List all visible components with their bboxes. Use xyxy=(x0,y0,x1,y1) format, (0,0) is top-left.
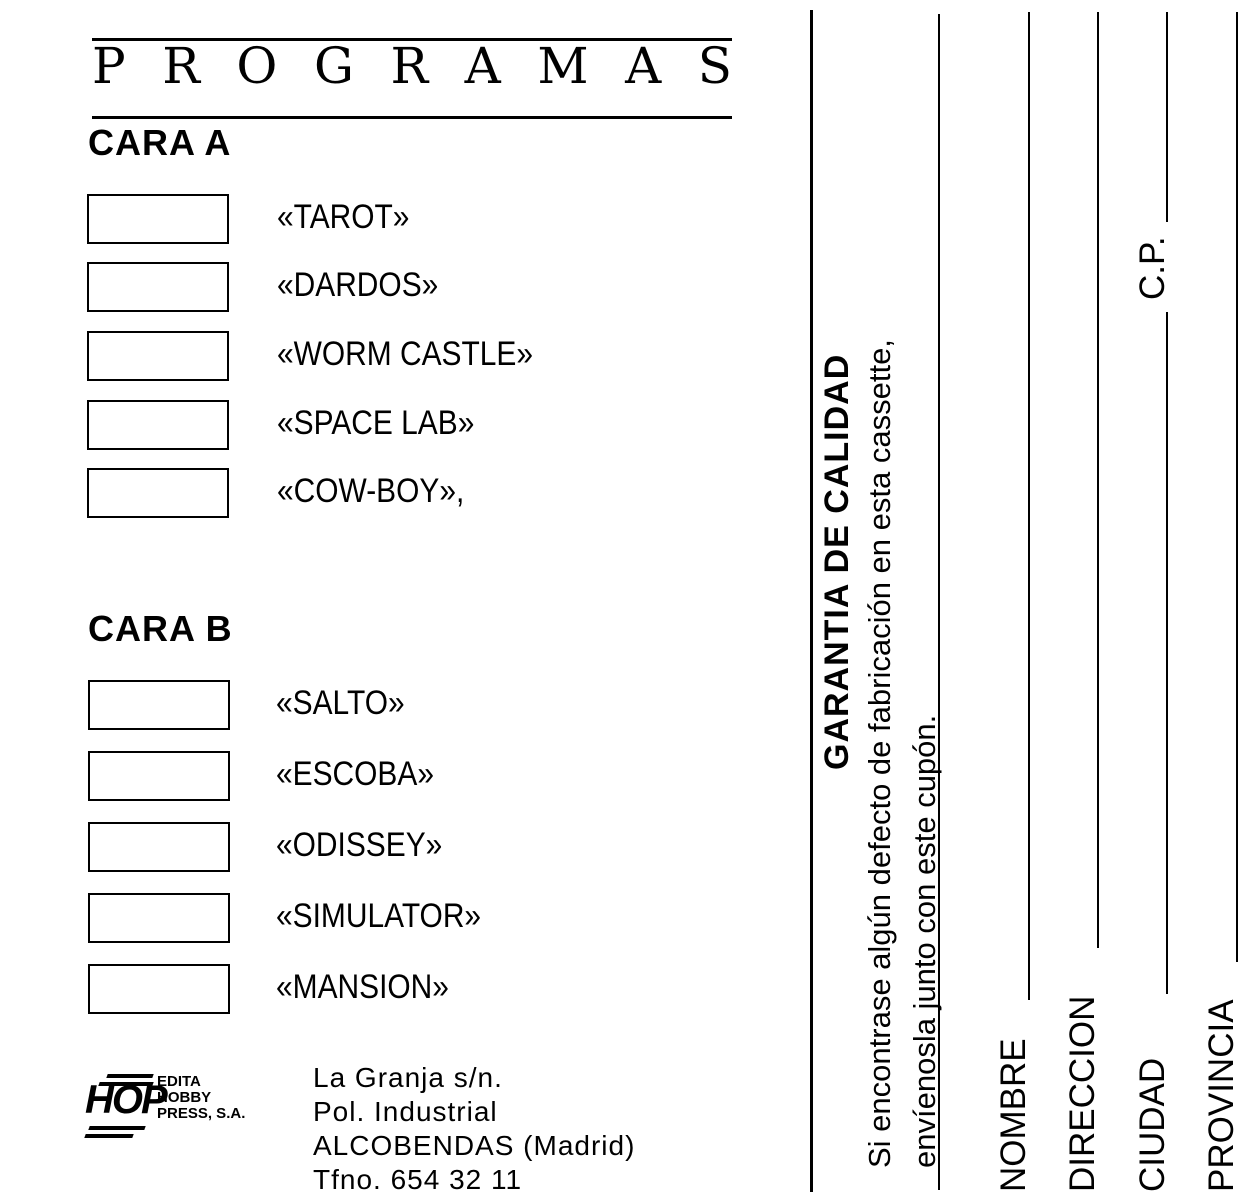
program-checkbox[interactable] xyxy=(87,262,229,312)
program-checkbox[interactable] xyxy=(88,822,230,872)
program-label: «SIMULATOR» xyxy=(276,897,482,935)
cara-a-heading: CARA A xyxy=(88,122,232,163)
program-label: «SALTO» xyxy=(276,684,405,722)
guarantee-title-wrap xyxy=(818,354,857,770)
logo-text-line: EDITA xyxy=(157,1073,201,1090)
field-nombre-label: NOMBRE xyxy=(994,1038,1033,1192)
program-label: «ODISSEY» xyxy=(276,826,443,864)
title-letter: R xyxy=(162,37,200,95)
program-label: «WORM CASTLE» xyxy=(277,335,534,373)
program-label: «MANSION» xyxy=(276,968,449,1006)
field-direccion-label: DIRECCION xyxy=(1063,995,1102,1192)
title-letter: G xyxy=(313,37,354,95)
field-provincia-line[interactable] xyxy=(1236,12,1238,962)
logo-text xyxy=(157,1074,245,1122)
program-label: «TAROT» xyxy=(277,198,410,236)
program-label: «COW-BOY», xyxy=(277,472,465,510)
page-title xyxy=(92,36,732,96)
coupon-cut-line xyxy=(810,10,813,1192)
guarantee-body-line: Si encontrase algún defecto de fabricación en esta cassette, xyxy=(862,339,897,1168)
title-letter: A xyxy=(625,37,662,95)
logo-text-line: PRESS, S.A. xyxy=(157,1105,246,1122)
program-checkbox[interactable] xyxy=(88,751,230,801)
address-line: Tfno. 654 32 11 xyxy=(313,1164,523,1195)
logo-stripe xyxy=(88,1126,145,1130)
cara-b-heading: CARA B xyxy=(88,608,233,649)
title-letter: R xyxy=(390,37,429,95)
field-ciudad-label-wrap xyxy=(1133,1058,1173,1192)
field-direccion-line[interactable] xyxy=(1097,12,1099,948)
field-ciudad-label: CIUDAD xyxy=(1133,1057,1172,1192)
title-letter: M xyxy=(537,37,589,95)
address-line: ALCOBENDAS (Madrid) xyxy=(313,1130,636,1161)
program-label: «SPACE LAB» xyxy=(277,404,475,442)
program-checkbox[interactable] xyxy=(87,400,229,450)
title-rule-bottom xyxy=(92,116,732,119)
guarantee-body-line: envíenosla junto con este cupón. xyxy=(907,714,942,1168)
address-line: La Granja s/n. xyxy=(313,1062,503,1093)
field-nombre-label-wrap xyxy=(994,1038,1034,1192)
field-cp-label-wrap xyxy=(1133,236,1173,300)
field-provincia-label: PROVINCIA xyxy=(1202,999,1241,1192)
field-direccion-label-wrap xyxy=(1063,996,1103,1192)
program-checkbox[interactable] xyxy=(88,893,230,943)
publisher-address xyxy=(313,1061,635,1197)
program-label: «ESCOBA» xyxy=(276,755,434,793)
program-label: «DARDOS» xyxy=(277,266,439,304)
field-ciudad-line[interactable] xyxy=(1166,312,1168,994)
program-checkbox[interactable] xyxy=(88,680,230,730)
field-nombre-line[interactable] xyxy=(1028,12,1030,1000)
guarantee-title: GARANTIA DE CALIDAD xyxy=(818,353,856,770)
field-provincia-label-wrap xyxy=(1202,999,1242,1192)
title-letter: S xyxy=(697,37,732,95)
field-cp-label: C.P. xyxy=(1133,236,1172,300)
program-checkbox[interactable] xyxy=(87,331,229,381)
guarantee-body xyxy=(857,339,947,1168)
field-cp-line[interactable] xyxy=(1166,12,1168,222)
logo-stripe xyxy=(84,1134,133,1138)
title-letter: P xyxy=(92,37,126,95)
program-checkbox[interactable] xyxy=(87,468,229,518)
program-checkbox[interactable] xyxy=(88,964,230,1014)
hobby-press-logo xyxy=(85,1068,285,1148)
logo-mark: HOP xyxy=(85,1078,166,1122)
logo-text-line: HOBBY xyxy=(157,1089,212,1106)
address-line: Pol. Industrial xyxy=(313,1096,498,1127)
title-letter: A xyxy=(464,37,501,95)
program-checkbox[interactable] xyxy=(87,194,229,244)
title-letter: O xyxy=(236,37,278,95)
